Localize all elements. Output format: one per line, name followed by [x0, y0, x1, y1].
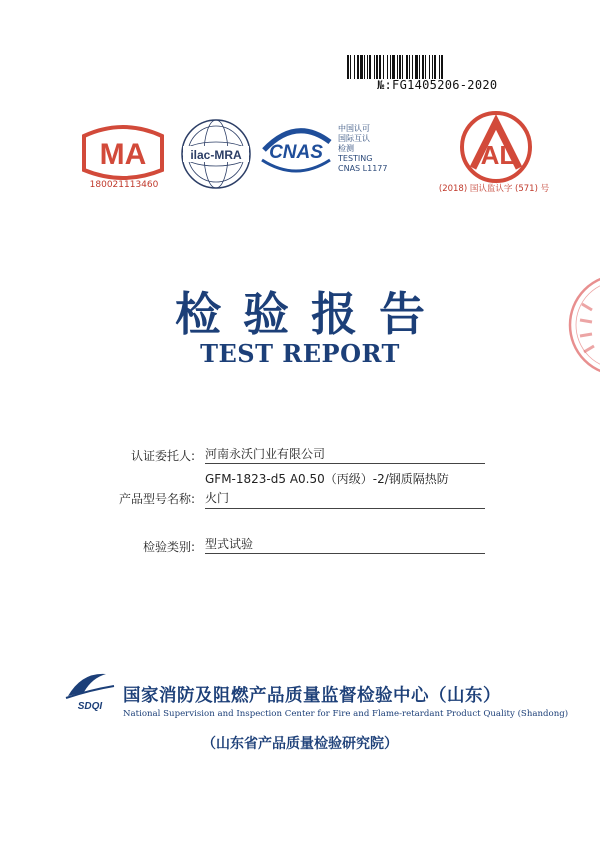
cnas-logo-text: CNAS: [269, 142, 323, 163]
cnas-logo: [256, 120, 336, 180]
cal-logo: [455, 108, 537, 186]
model-value-line1: GFM-1823-d5 A0.50（丙级）-2/钢质隔热防: [205, 472, 449, 486]
cnas-text-line: 国际互认: [338, 134, 370, 143]
client-underline: [205, 463, 485, 464]
barcode-bar: [369, 55, 371, 79]
barcode-bar: [364, 55, 365, 79]
center-name-en: National Supervision and Inspection Center for Fire and Flame-retardant Product Quality (Shandong): [123, 709, 569, 719]
barcode-bar: [350, 55, 351, 79]
center-subtitle: （山东省产品质量检验研究院）: [202, 736, 398, 752]
barcode: [347, 55, 523, 79]
cnas-text-line: TESTING: [338, 154, 373, 163]
sdqi-logo: [62, 668, 118, 712]
cal-code: (2018) 国认监认字 (571) 号: [438, 184, 550, 194]
ilac-logo-text: ilac-MRA: [190, 148, 242, 162]
client-label: 认证委托人:: [130, 449, 195, 463]
model-label: 产品型号名称:: [118, 492, 195, 506]
barcode-bar: [360, 55, 363, 79]
barcode-bar: [434, 55, 436, 79]
report-number: №:FG1405206-2020: [377, 78, 498, 92]
barcode-bar: [374, 55, 375, 79]
barcode-bar: [390, 55, 391, 79]
barcode-bar: [422, 55, 424, 79]
cma-code: 180021113460: [89, 180, 159, 190]
center-name-cn: 国家消防及阻燃产品质量监督检验中心（山东）: [123, 686, 501, 706]
barcode-bar: [432, 55, 433, 79]
barcode-bar: [429, 55, 430, 79]
barcode-bar: [406, 55, 408, 79]
barcode-bar: [409, 55, 410, 79]
sdqi-logo-text: SDQI: [77, 701, 103, 712]
cnas-text-line: 中国认可: [338, 124, 370, 133]
barcode-bar: [383, 55, 384, 79]
barcode-bar: [415, 55, 418, 79]
cnas-accreditation-text: [338, 124, 387, 174]
barcode-bar: [354, 55, 355, 79]
barcode-bar: [399, 55, 401, 79]
barcode-bar: [387, 55, 388, 79]
type-label: 检验类别:: [142, 540, 195, 554]
official-seal: [562, 270, 600, 380]
barcode-bar: [441, 55, 443, 79]
barcode-bar: [412, 55, 413, 79]
cma-logo-text: MA: [99, 138, 147, 171]
type-underline: [205, 553, 485, 554]
cal-logo-text: AL: [480, 140, 516, 170]
barcode-bar: [439, 55, 440, 79]
title-en: TEST REPORT: [200, 339, 400, 368]
ilac-mra-logo: [177, 115, 255, 193]
barcode-bar: [379, 55, 381, 79]
client-value: 河南永沃门业有限公司: [205, 447, 326, 461]
title-cn: 检验报告: [175, 287, 447, 341]
cnas-text-line: CNAS L1177: [338, 164, 388, 173]
type-value: 型式试验: [205, 537, 254, 551]
barcode-bar: [376, 55, 378, 79]
barcode-bar: [357, 55, 359, 79]
barcode-bar: [402, 55, 403, 79]
barcode-bar: [419, 55, 420, 79]
model-underline: [205, 508, 485, 509]
barcode-bar: [367, 55, 368, 79]
cnas-text-line: 检测: [338, 144, 354, 153]
barcode-bar: [397, 55, 398, 79]
barcode-bar: [425, 55, 426, 79]
model-value-line2: 火门: [205, 491, 230, 505]
barcode-bar: [392, 55, 395, 79]
barcode-bar: [347, 55, 349, 79]
